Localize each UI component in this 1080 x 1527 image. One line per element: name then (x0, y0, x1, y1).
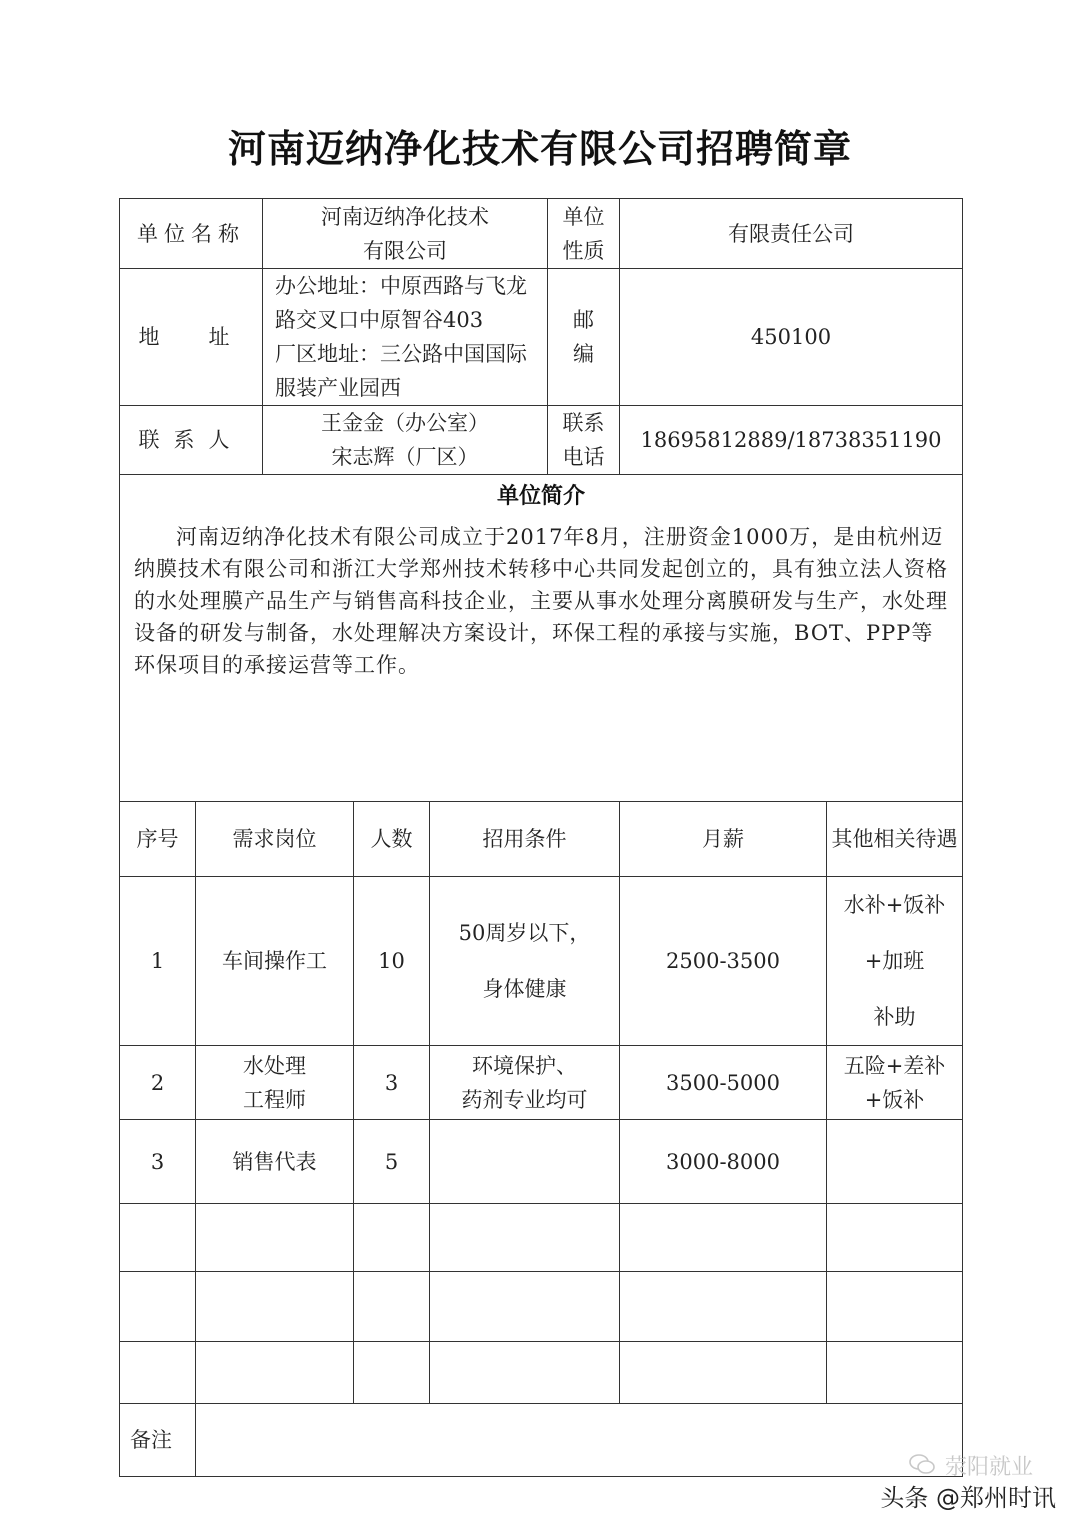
wechat-icon (908, 1452, 936, 1476)
job-count: 10 (354, 877, 430, 1046)
job-count: 5 (354, 1120, 430, 1204)
info-row-contact (120, 406, 963, 475)
job-requirement (430, 1120, 620, 1204)
address-label: 地 址 (120, 269, 263, 406)
footer-brand: 头条 @郑州时讯 (880, 1484, 1056, 1512)
watermark-text: 荥阳就业 (945, 1455, 1034, 1480)
empty-row (120, 1272, 963, 1342)
job-no: 1 (120, 877, 196, 1046)
header-benefits: 其他相关待遇 (827, 802, 963, 877)
info-row-address (120, 269, 963, 406)
job-no: 3 (120, 1120, 196, 1204)
intro-text: 河南迈纳净化技术有限公司成立于2017年8月，注册资金1000万，是由杭州迈纳膜技术有限公司和浙江大学郑州技术转移中心共同发起创立的，具有独立法人资格的水处理膜产品生产与销售高科技企业，主要从事水处理分离膜研发与生产，水处理设备的研发与制备，水处理解决方案设计，环保工程的承接与实施，BOT、PPP等环保项目的承接运营等工作。 (134, 525, 948, 677)
job-requirement: 环境保护、 药剂专业均可 (430, 1046, 620, 1120)
remark-row (120, 1404, 963, 1477)
phone-label: 联系 电话 (548, 406, 620, 475)
table-row (120, 877, 963, 1046)
remark-value (196, 1404, 963, 1477)
job-benefits: 水补+饭补+加班 补助 (827, 877, 963, 1046)
header-count: 人数 (354, 802, 430, 877)
job-count: 3 (354, 1046, 430, 1120)
info-row-name (120, 199, 963, 269)
contact-label: 联系人 (120, 406, 263, 475)
job-salary: 3500-5000 (620, 1046, 827, 1120)
job-requirement: 50周岁以下， 身体健康 (430, 877, 620, 1046)
job-no: 2 (120, 1046, 196, 1120)
table-row (120, 1046, 963, 1120)
intro-heading: 单位简介 (497, 484, 586, 509)
company-nature-value: 有限责任公司 (620, 199, 963, 269)
jobs-header-row (120, 802, 963, 877)
job-position: 销售代表 (196, 1120, 354, 1204)
contact-value: 王金金（办公室） 宋志辉（厂区） (263, 406, 548, 475)
header-no: 序号 (120, 802, 196, 877)
job-benefits (827, 1120, 963, 1204)
intro-row (120, 475, 963, 802)
recruitment-table (119, 198, 963, 1477)
company-name-value: 河南迈纳净化技术 有限公司 (263, 199, 548, 269)
header-position: 需求岗位 (196, 802, 354, 877)
company-name-label: 单位名称 (120, 199, 263, 269)
empty-row (120, 1204, 963, 1272)
remark-label: 备注 (120, 1404, 196, 1477)
address-value: 办公地址：中原西路与飞龙 路交叉口中原智谷403 厂区地址：三公路中国国际 服装产业园西 (263, 269, 548, 406)
empty-row (120, 1342, 963, 1404)
job-salary: 2500-3500 (620, 877, 827, 1046)
intro-section (120, 475, 963, 802)
header-salary: 月薪 (620, 802, 827, 877)
table-row (120, 1120, 963, 1204)
job-position: 水处理 工程师 (196, 1046, 354, 1120)
header-requirement: 招用条件 (430, 802, 620, 877)
job-benefits: 五险+差补+饭补 (827, 1046, 963, 1120)
postcode-label: 邮 编 (548, 269, 620, 406)
postcode-value: 450100 (620, 269, 963, 406)
page-title: 河南迈纳净化技术有限公司招聘简章 (227, 127, 852, 171)
company-nature-label: 单位 性质 (548, 199, 620, 269)
job-salary: 3000-8000 (620, 1120, 827, 1204)
job-position: 车间操作工 (196, 877, 354, 1046)
phone-value: 18695812889/18738351190 (620, 406, 963, 475)
